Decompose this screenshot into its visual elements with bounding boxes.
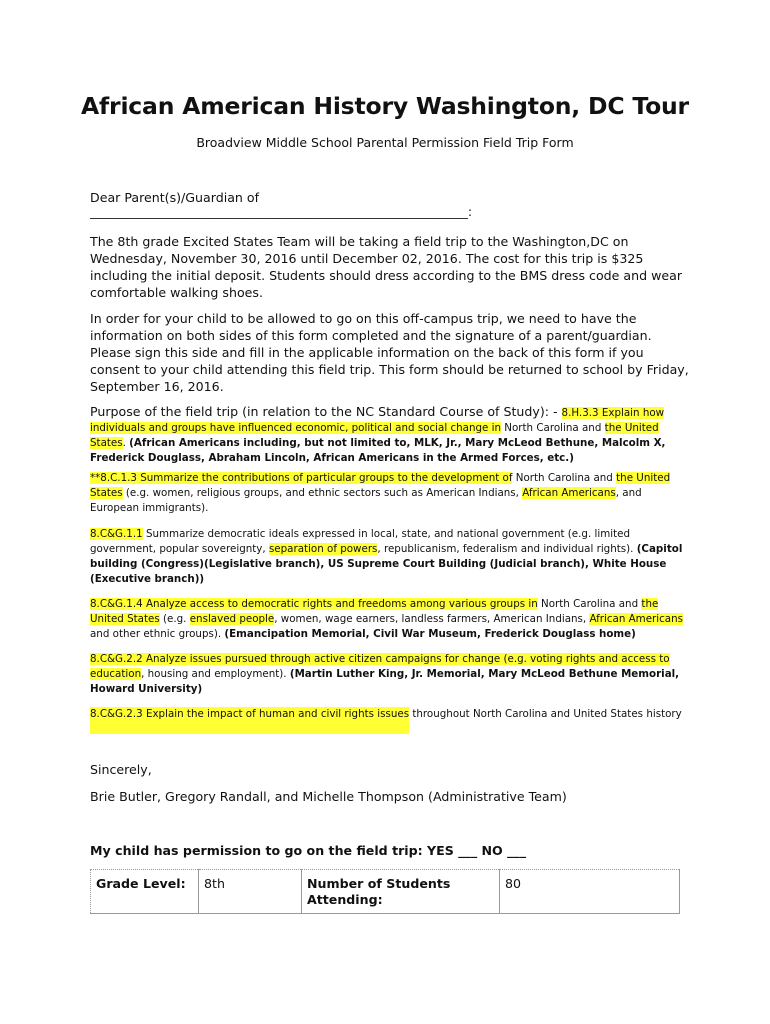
standard-highlight: the United States (90, 422, 659, 449)
standard-highlight: enslaved people (189, 613, 275, 625)
standard-highlight: African Americans (589, 613, 684, 625)
standard-highlight: 8.C&G.2.2 Analyze issues pursued through active citizen campaigns for change (e.g. voting rights and access to education (90, 653, 670, 680)
grade-level-value: 8th (199, 870, 302, 914)
table-row (91, 870, 680, 914)
standard-text: , and European immigrants). (90, 487, 642, 514)
standard-text: (e.g. women, religious groups, and ethnic sectors such as American Indians, (122, 487, 523, 499)
standard-highlight: 8.H.3.3 Explain how individuals and groups have influenced economic, political and social change in (90, 407, 665, 434)
standard-text: , women, wage earners, landless farmers, American Indians, (274, 613, 590, 625)
signers-line: Brie Butler, Gregory Randall, and Michelle Thompson (Administrative Team) (90, 789, 567, 804)
standard-sites: (Emancipation Memorial, Civil War Museum, Frederick Douglass home) (224, 628, 636, 640)
standard-4 (90, 597, 690, 642)
permission-instructions-paragraph: In order for your child to be allowed to go on this off-campus trip, we need to have the information on both sides of this form completed and the signature of a parent/guardian. Please sign this side and fill in the applicable information on the back of this form if you consent to your child attending this field trip. This form should be returned to school by Friday, September 16, 2016. (90, 311, 689, 394)
purpose-lead: Purpose of the field trip (in relation to the NC Standard Course of Study): - (90, 404, 562, 419)
standard-sites: (Capitol building (Congress)(Legislative branch), US Supreme Court Building (Judicial branch), White House (Executive branch)) (90, 543, 683, 585)
standard-3 (90, 527, 690, 587)
standard-text: throughout North Carolina and United States history (409, 708, 682, 720)
purpose-standard-1 (90, 404, 690, 466)
standard-text: , housing and employment). (141, 668, 290, 680)
page-subtitle: Broadview Middle School Parental Permission Field Trip Form (196, 135, 574, 150)
students-count-value: 80 (500, 870, 680, 914)
standard-highlight: the United States (90, 598, 659, 625)
standard-highlight: 8.C&G.1.4 Analyze access to democratic rights and freedoms among various groups in (90, 598, 538, 610)
standard-highlight: separation of powers (268, 543, 378, 555)
trip-info-table (90, 869, 680, 914)
page-title: African American History Washington, DC Tour (81, 92, 689, 120)
standard-text: North Carolina and (537, 598, 642, 610)
standard-text: (e.g. (159, 613, 190, 625)
standard-2 (90, 471, 690, 516)
standard-highlight: **8.C.1.3 Summarize the contributions of particular groups to the development of (90, 472, 513, 484)
standard-text: , republicanism, federalism and individual rights). (377, 543, 637, 555)
closing-salutation: Sincerely, (90, 762, 152, 777)
standard-5 (90, 652, 690, 697)
students-count-label: Number of Students Attending: (302, 870, 500, 914)
standard-sites: (Martin Luther King, Jr. Memorial, Mary McLeod Bethune Memorial, Howard University) (90, 668, 680, 695)
permission-question: My child has permission to go on the field trip: YES ___ NO ___ (90, 843, 527, 858)
standard-highlight: the United States (90, 472, 671, 499)
standard-highlight: African Americans (522, 487, 616, 499)
standard-text: Summarize democratic ideals expressed in local, state, and national government (e.g. limited government, popular sovereignty, (90, 528, 631, 555)
standard-text: North Carolina and (512, 472, 617, 484)
standard-text: North Carolina and (501, 422, 605, 434)
standard-text: . (122, 437, 130, 449)
standard-highlight: 8.C&G.2.3 Explain the impact of human and civil rights issues (90, 707, 409, 734)
trip-details-paragraph: The 8th grade Excited States Team will be taking a field trip to the Washington,DC on Wednesday, November 30, 2016 until December 02, 2016. The cost for this trip is $325 including the initial deposit. Students should dress according to the BMS dress code and wear comfortable walking shoes. (90, 234, 683, 300)
guardian-name-blank: ____________________________________________________________: (90, 204, 473, 219)
standard-sites: (African Americans including, but not limited to, MLK, Jr., Mary McLeod Bethune, Malcolm X, Frederick Douglass, Abraham Lincoln, African Americans in the Armed Forces, etc.) (90, 437, 666, 464)
standard-highlight: 8.C&G.1.1 (90, 528, 143, 540)
standard-6 (90, 707, 690, 734)
greeting-line: Dear Parent(s)/Guardian of (90, 190, 260, 205)
grade-level-label: Grade Level: (91, 870, 199, 914)
standard-text: and other ethnic groups). (90, 628, 225, 640)
